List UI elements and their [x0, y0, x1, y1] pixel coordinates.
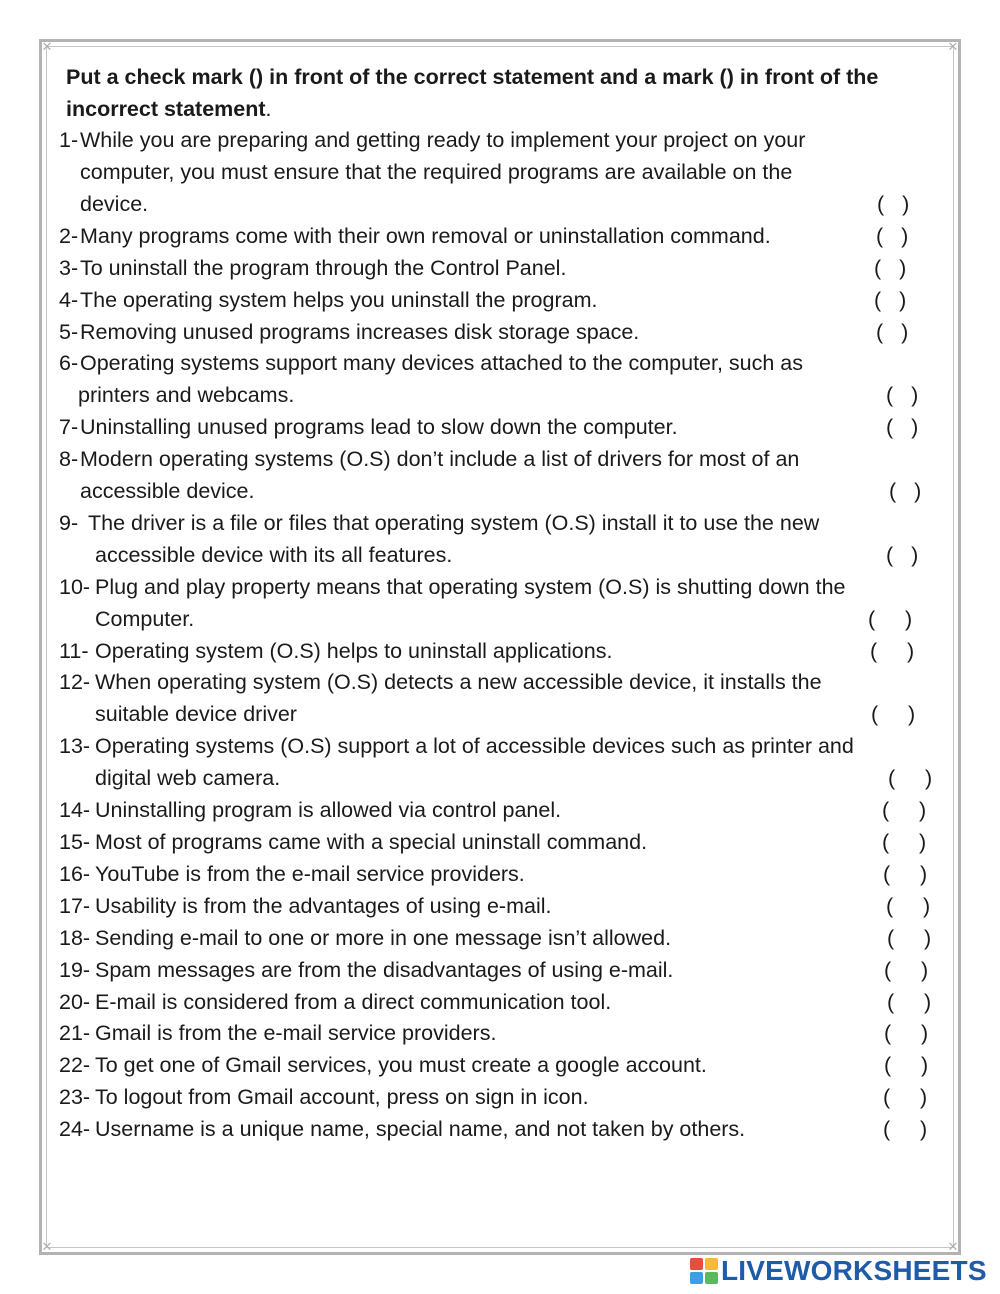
statement-text: Usability is from the advantages of using e-mail. — [95, 894, 552, 918]
statement-number: 12- — [59, 670, 91, 694]
statement-text: printers and webcams. — [78, 383, 295, 407]
statement-text: Removing unused programs increases disk storage space. — [80, 320, 640, 344]
statement-text: To get one of Gmail services, you must create a google account. — [95, 1053, 707, 1077]
answer-blank[interactable]: ( ) — [877, 192, 910, 216]
answer-blank[interactable]: ( ) — [870, 639, 915, 663]
corner-ornament-icon: ✕ — [41, 1239, 53, 1254]
statement-number: 23- — [59, 1085, 91, 1109]
statement-number: 5- — [59, 320, 79, 344]
instructions — [66, 61, 946, 125]
answer-blank[interactable]: ( ) — [884, 1021, 929, 1045]
statement-text: Operating system (O.S) helps to uninstall applications. — [95, 639, 613, 663]
statement-text: accessible device. — [80, 479, 255, 503]
statement-text: The driver is a file or files that operating system (O.S) install it to use the new — [88, 511, 820, 535]
answer-blank[interactable]: ( ) — [874, 288, 907, 312]
statement-number: 6- — [59, 351, 79, 375]
answer-blank[interactable]: ( ) — [874, 256, 907, 280]
statement-text: While you are preparing and getting ready to implement your project on your — [80, 128, 806, 152]
answer-blank[interactable]: ( ) — [886, 415, 919, 439]
answer-blank[interactable]: ( ) — [883, 1117, 928, 1141]
statement-number: 9- — [59, 511, 79, 535]
logo-text: LIVEWORKSHEETS — [721, 1255, 987, 1286]
statement-text: digital web camera. — [95, 766, 281, 790]
statement-number: 19- — [59, 958, 91, 982]
statement-number: 14- — [59, 798, 91, 822]
statement-text: To logout from Gmail account, press on sign in icon. — [95, 1085, 589, 1109]
statement-text: Operating systems support many devices attached to the computer, such as — [80, 351, 804, 375]
answer-blank[interactable]: ( ) — [886, 383, 919, 407]
statement-text: device. — [80, 192, 149, 216]
statement-text: Gmail is from the e-mail service providers. — [95, 1021, 497, 1045]
statement-number: 13- — [59, 734, 91, 758]
corner-ornament-icon: ✕ — [41, 39, 53, 54]
statement-text: accessible device with its all features. — [95, 543, 453, 567]
answer-blank[interactable]: ( ) — [882, 830, 927, 854]
statement-text: When operating system (O.S) detects a new accessible device, it installs the — [95, 670, 822, 694]
statement-number: 10- — [59, 575, 91, 599]
answer-blank[interactable]: ( ) — [889, 479, 922, 503]
statement-text: suitable device driver — [95, 702, 297, 726]
statement-number: 22- — [59, 1053, 91, 1077]
statement-number: 15- — [59, 830, 91, 854]
answer-blank[interactable]: ( ) — [868, 607, 913, 631]
answer-blank[interactable]: ( ) — [887, 990, 932, 1014]
statement-text: Uninstalling unused programs lead to slow down the computer. — [80, 415, 678, 439]
statement-number: 7- — [59, 415, 79, 439]
statement-number: 17- — [59, 894, 91, 918]
statement-text: To uninstall the program through the Control Panel. — [80, 256, 567, 280]
statement-number: 21- — [59, 1021, 91, 1045]
statement-number: 18- — [59, 926, 91, 950]
statement-text: Username is a unique name, special name, and not taken by others. — [95, 1117, 746, 1141]
answer-blank[interactable]: ( ) — [884, 1053, 929, 1077]
statement-number: 1- — [59, 128, 79, 152]
statement-number: 11- — [59, 639, 89, 663]
statement-text: Spam messages are from the disadvantages of using e-mail. — [95, 958, 674, 982]
answer-blank[interactable]: ( ) — [882, 798, 927, 822]
statement-text: Plug and play property means that operating system (O.S) is shutting down the — [95, 575, 846, 599]
answer-blank[interactable]: ( ) — [876, 224, 909, 248]
statement-text: Many programs come with their own removal or uninstallation command. — [80, 224, 771, 248]
corner-ornament-icon: ✕ — [947, 39, 959, 54]
answer-blank[interactable]: ( ) — [886, 543, 919, 567]
statement-number: 16- — [59, 862, 91, 886]
answer-blank[interactable]: ( ) — [887, 926, 932, 950]
statement-text: E-mail is considered from a direct communication tool. — [95, 990, 612, 1014]
statement-text: Sending e-mail to one or more in one message isn’t allowed. — [95, 926, 672, 950]
answer-blank[interactable]: ( ) — [888, 766, 933, 790]
statement-text: Operating systems (O.S) support a lot of accessible devices such as printer and — [95, 734, 854, 758]
statement-number: 24- — [59, 1117, 91, 1141]
answer-blank[interactable]: ( ) — [884, 958, 929, 982]
instructions-text: Put a check mark () in front of the correct statement and a mark () in front of the incorrect statement — [66, 65, 879, 121]
answer-blank[interactable]: ( ) — [883, 1085, 928, 1109]
statement-text: Modern operating systems (O.S) don’t include a list of drivers for most of an — [80, 447, 800, 471]
statement-text: YouTube is from the e-mail service providers. — [95, 862, 525, 886]
statement-text: Uninstalling program is allowed via control panel. — [95, 798, 562, 822]
corner-ornament-icon: ✕ — [947, 1239, 959, 1254]
liveworksheets-logo — [690, 1254, 987, 1288]
statement-number: 4- — [59, 288, 79, 312]
instructions-period: . — [265, 97, 272, 121]
statement-text: Most of programs came with a special uninstall command. — [95, 830, 648, 854]
statement-number: 8- — [59, 447, 79, 471]
statement-text: The operating system helps you uninstall the program. — [80, 288, 598, 312]
statement-number: 2- — [59, 224, 79, 248]
answer-blank[interactable]: ( ) — [876, 320, 909, 344]
statement-text: computer, you must ensure that the required programs are available on the — [80, 160, 793, 184]
statement-text: Computer. — [95, 607, 195, 631]
statement-number: 20- — [59, 990, 91, 1014]
answer-blank[interactable]: ( ) — [886, 894, 931, 918]
logo-mark-icon — [690, 1258, 718, 1284]
answer-blank[interactable]: ( ) — [883, 862, 928, 886]
statement-number: 3- — [59, 256, 79, 280]
answer-blank[interactable]: ( ) — [871, 702, 916, 726]
